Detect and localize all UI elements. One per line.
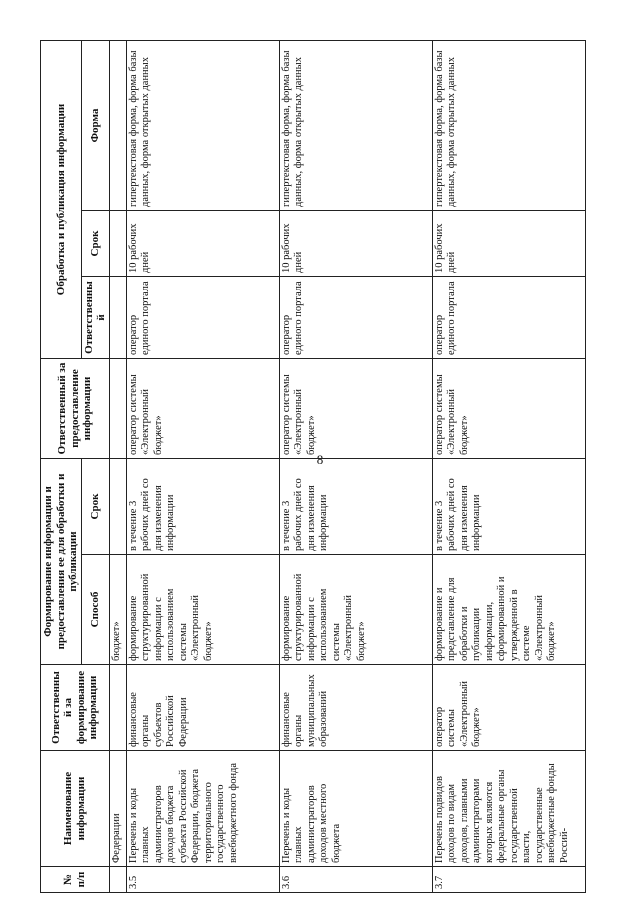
row-method: формирование и представление для обработки и публикации информации, сформированной и утвержденной в системе «Электронный бюджет» bbox=[432, 555, 585, 665]
table-row bbox=[279, 40, 432, 892]
row-form: гипертекстовая форма, форма базы данных, форма открытых данных bbox=[432, 40, 585, 210]
row-term: в течение 3 рабочих дней со дня изменения информации bbox=[432, 458, 585, 554]
row-method: формирование структурированной информации с использованием системы «Электронный бюджет» bbox=[279, 555, 432, 665]
row-name: Перечень и коды главных администраторов доходов местного бюджета bbox=[279, 751, 432, 867]
row-method: формирование структурированной информации с использованием системы «Электронный бюджет» bbox=[126, 555, 279, 665]
header-resp-form: Ответственный за формирование информации bbox=[41, 665, 110, 751]
row-resp-provide: оператор системы «Электронный бюджет» bbox=[432, 358, 585, 458]
header-method: Способ bbox=[81, 555, 109, 665]
row-num: 3.7 bbox=[432, 867, 585, 893]
row-resp-process: оператор единого портала bbox=[126, 276, 279, 358]
row-form: гипертекстовая форма, форма базы данных, форма открытых данных bbox=[279, 40, 432, 210]
continuation-row bbox=[109, 40, 126, 892]
row-term: в течение 3 рабочих дней со дня изменения информации bbox=[279, 458, 432, 554]
row-name: Перечень и коды главных администраторов доходов бюджета субъекта Российской Федерации, бюджета территориального государственного внебюджетного фонда bbox=[126, 751, 279, 867]
row-num: 3.5 bbox=[126, 867, 279, 893]
table-row bbox=[126, 40, 279, 892]
row-num: 3.6 bbox=[279, 867, 432, 893]
row-resp-provide: оператор системы «Электронный бюджет» bbox=[279, 358, 432, 458]
header-term2: Срок bbox=[81, 210, 109, 276]
row-term2: 10 рабочих дней bbox=[279, 210, 432, 276]
continuation-name: Федерации bbox=[109, 751, 126, 867]
page-number: 8 bbox=[316, 452, 324, 467]
continuation-method: бюджет» bbox=[109, 555, 126, 665]
row-resp-form: финансовые органы муниципальных образований bbox=[279, 665, 432, 751]
row-resp-provide: оператор системы «Электронный бюджет» bbox=[126, 358, 279, 458]
header-form: Форма bbox=[81, 40, 109, 210]
row-resp-form: финансовые органы субъектов Российской Федерации bbox=[126, 665, 279, 751]
row-form: гипертекстовая форма, форма базы данных, форма открытых данных bbox=[126, 40, 279, 210]
row-resp-process: оператор единого портала bbox=[279, 276, 432, 358]
row-resp-form: оператор системы «Электронный бюджет» bbox=[432, 665, 585, 751]
header-resp-process: Ответственный bbox=[81, 276, 109, 358]
row-term2: 10 рабочих дней bbox=[126, 210, 279, 276]
header-group-process: Обработка и публикация информации bbox=[41, 40, 82, 358]
header-group-form: Формирование информации и предоставления ее для обработки и публикации bbox=[41, 458, 82, 664]
row-term: в течение 3 рабочих дней со дня изменения информации bbox=[126, 458, 279, 554]
header-resp-provide: Ответственный за предоставление информации bbox=[41, 358, 110, 458]
row-resp-process: оператор единого портала bbox=[432, 276, 585, 358]
table-row bbox=[432, 40, 585, 892]
header-name: Наименование информации bbox=[41, 751, 110, 867]
info-table bbox=[40, 40, 586, 893]
header-term: Срок bbox=[81, 458, 109, 554]
row-name: Перечень подвидов доходов по видам доходов, главными администраторами которых являются федеральные органы государственной власти, государственные внебюджетные фонды Россий- bbox=[432, 751, 585, 867]
row-term2: 10 рабочих дней bbox=[432, 210, 585, 276]
header-row-1 bbox=[41, 40, 82, 892]
header-num: № п/п bbox=[41, 867, 110, 893]
